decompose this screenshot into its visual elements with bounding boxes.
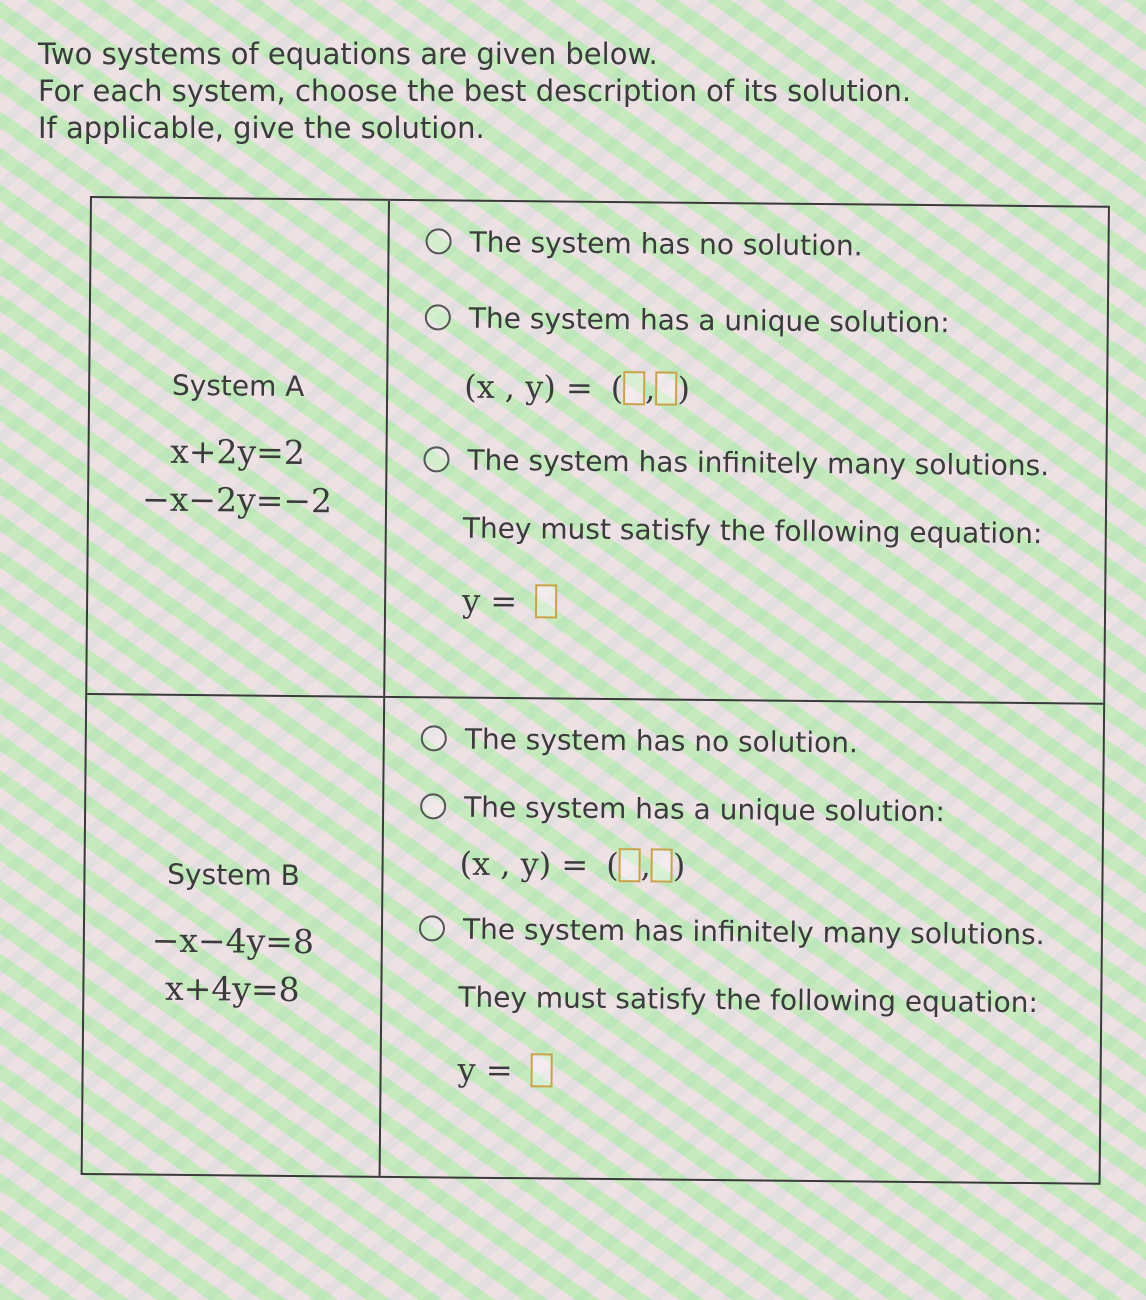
system-a-equation-input[interactable] [535, 584, 557, 618]
option-label: The system has no solution. [464, 722, 859, 759]
system-a-options [385, 201, 1108, 703]
system-b-row [83, 695, 1104, 1183]
system-a-x-input[interactable] [623, 371, 645, 405]
instruction-line-3: If applicable, give the solution. [38, 111, 485, 145]
xy-label: (x , y) = [459, 844, 589, 884]
system-b-equation-2: x+4y=8 [164, 968, 300, 1009]
xy-label: (x , y) = [464, 367, 593, 407]
open-paren: ( [610, 369, 624, 408]
system-b-equation-entry [457, 1045, 1099, 1101]
close-paren: ) [677, 369, 691, 408]
radio-button[interactable] [425, 304, 451, 330]
comma: , [640, 846, 652, 885]
system-a-equation-entry [462, 576, 1104, 632]
option-label: The system has infinitely many solutions. [467, 443, 1050, 482]
option-label: The system has a unique solution: [468, 301, 950, 339]
system-b-equation-1: −x−4y=8 [151, 920, 315, 961]
close-paren: ) [672, 846, 686, 885]
system-b-satisfy-text: They must satisfy the following equation: [458, 980, 1039, 1019]
radio-button[interactable] [423, 446, 449, 472]
option-label: The system has no solution. [469, 225, 863, 262]
system-b-equation-input[interactable] [531, 1053, 553, 1087]
y-equals-label: y = [461, 581, 518, 621]
system-b-x-input[interactable] [619, 848, 641, 882]
open-paren: ( [606, 845, 619, 885]
system-a-option-no-solution[interactable] [425, 221, 1107, 268]
system-a-y-input[interactable] [655, 371, 677, 405]
system-a-row [87, 198, 1108, 705]
instructions [38, 36, 911, 147]
system-b-options [381, 698, 1104, 1183]
option-label: The system has infinitely many solutions. [462, 912, 1045, 951]
system-a-satisfy-text: They must satisfy the following equation: [462, 511, 1043, 550]
system-b-unique-solution-entry [459, 839, 1101, 895]
option-label: The system has a unique solution: [463, 790, 946, 828]
system-b-cell [83, 695, 386, 1176]
system-a-equation-2: −x−2y=−2 [141, 479, 333, 521]
system-b-title: System B [167, 857, 300, 892]
y-equals-label: y = [457, 1050, 513, 1090]
system-b-option-unique[interactable] [420, 786, 1102, 833]
radio-button[interactable] [425, 228, 451, 254]
radio-button[interactable] [421, 725, 447, 751]
instruction-line-1: Two systems of equations are given below. [38, 37, 658, 71]
system-a-title: System A [171, 368, 305, 404]
system-b-y-input[interactable] [651, 848, 673, 882]
radio-button[interactable] [419, 915, 445, 941]
comma: , [645, 369, 656, 408]
system-a-option-infinite[interactable] [423, 439, 1105, 486]
radio-button[interactable] [420, 793, 446, 819]
system-a-equation-1: x+2y=2 [170, 431, 305, 473]
systems-table [81, 196, 1110, 1185]
system-b-option-no-solution[interactable] [421, 718, 1103, 765]
system-a-unique-solution-entry [464, 362, 1106, 418]
system-a-cell [87, 198, 390, 696]
system-b-option-infinite[interactable] [419, 908, 1101, 955]
system-a-option-unique[interactable] [425, 297, 1107, 344]
instruction-line-2: For each system, choose the best description of its solution. [38, 74, 912, 108]
